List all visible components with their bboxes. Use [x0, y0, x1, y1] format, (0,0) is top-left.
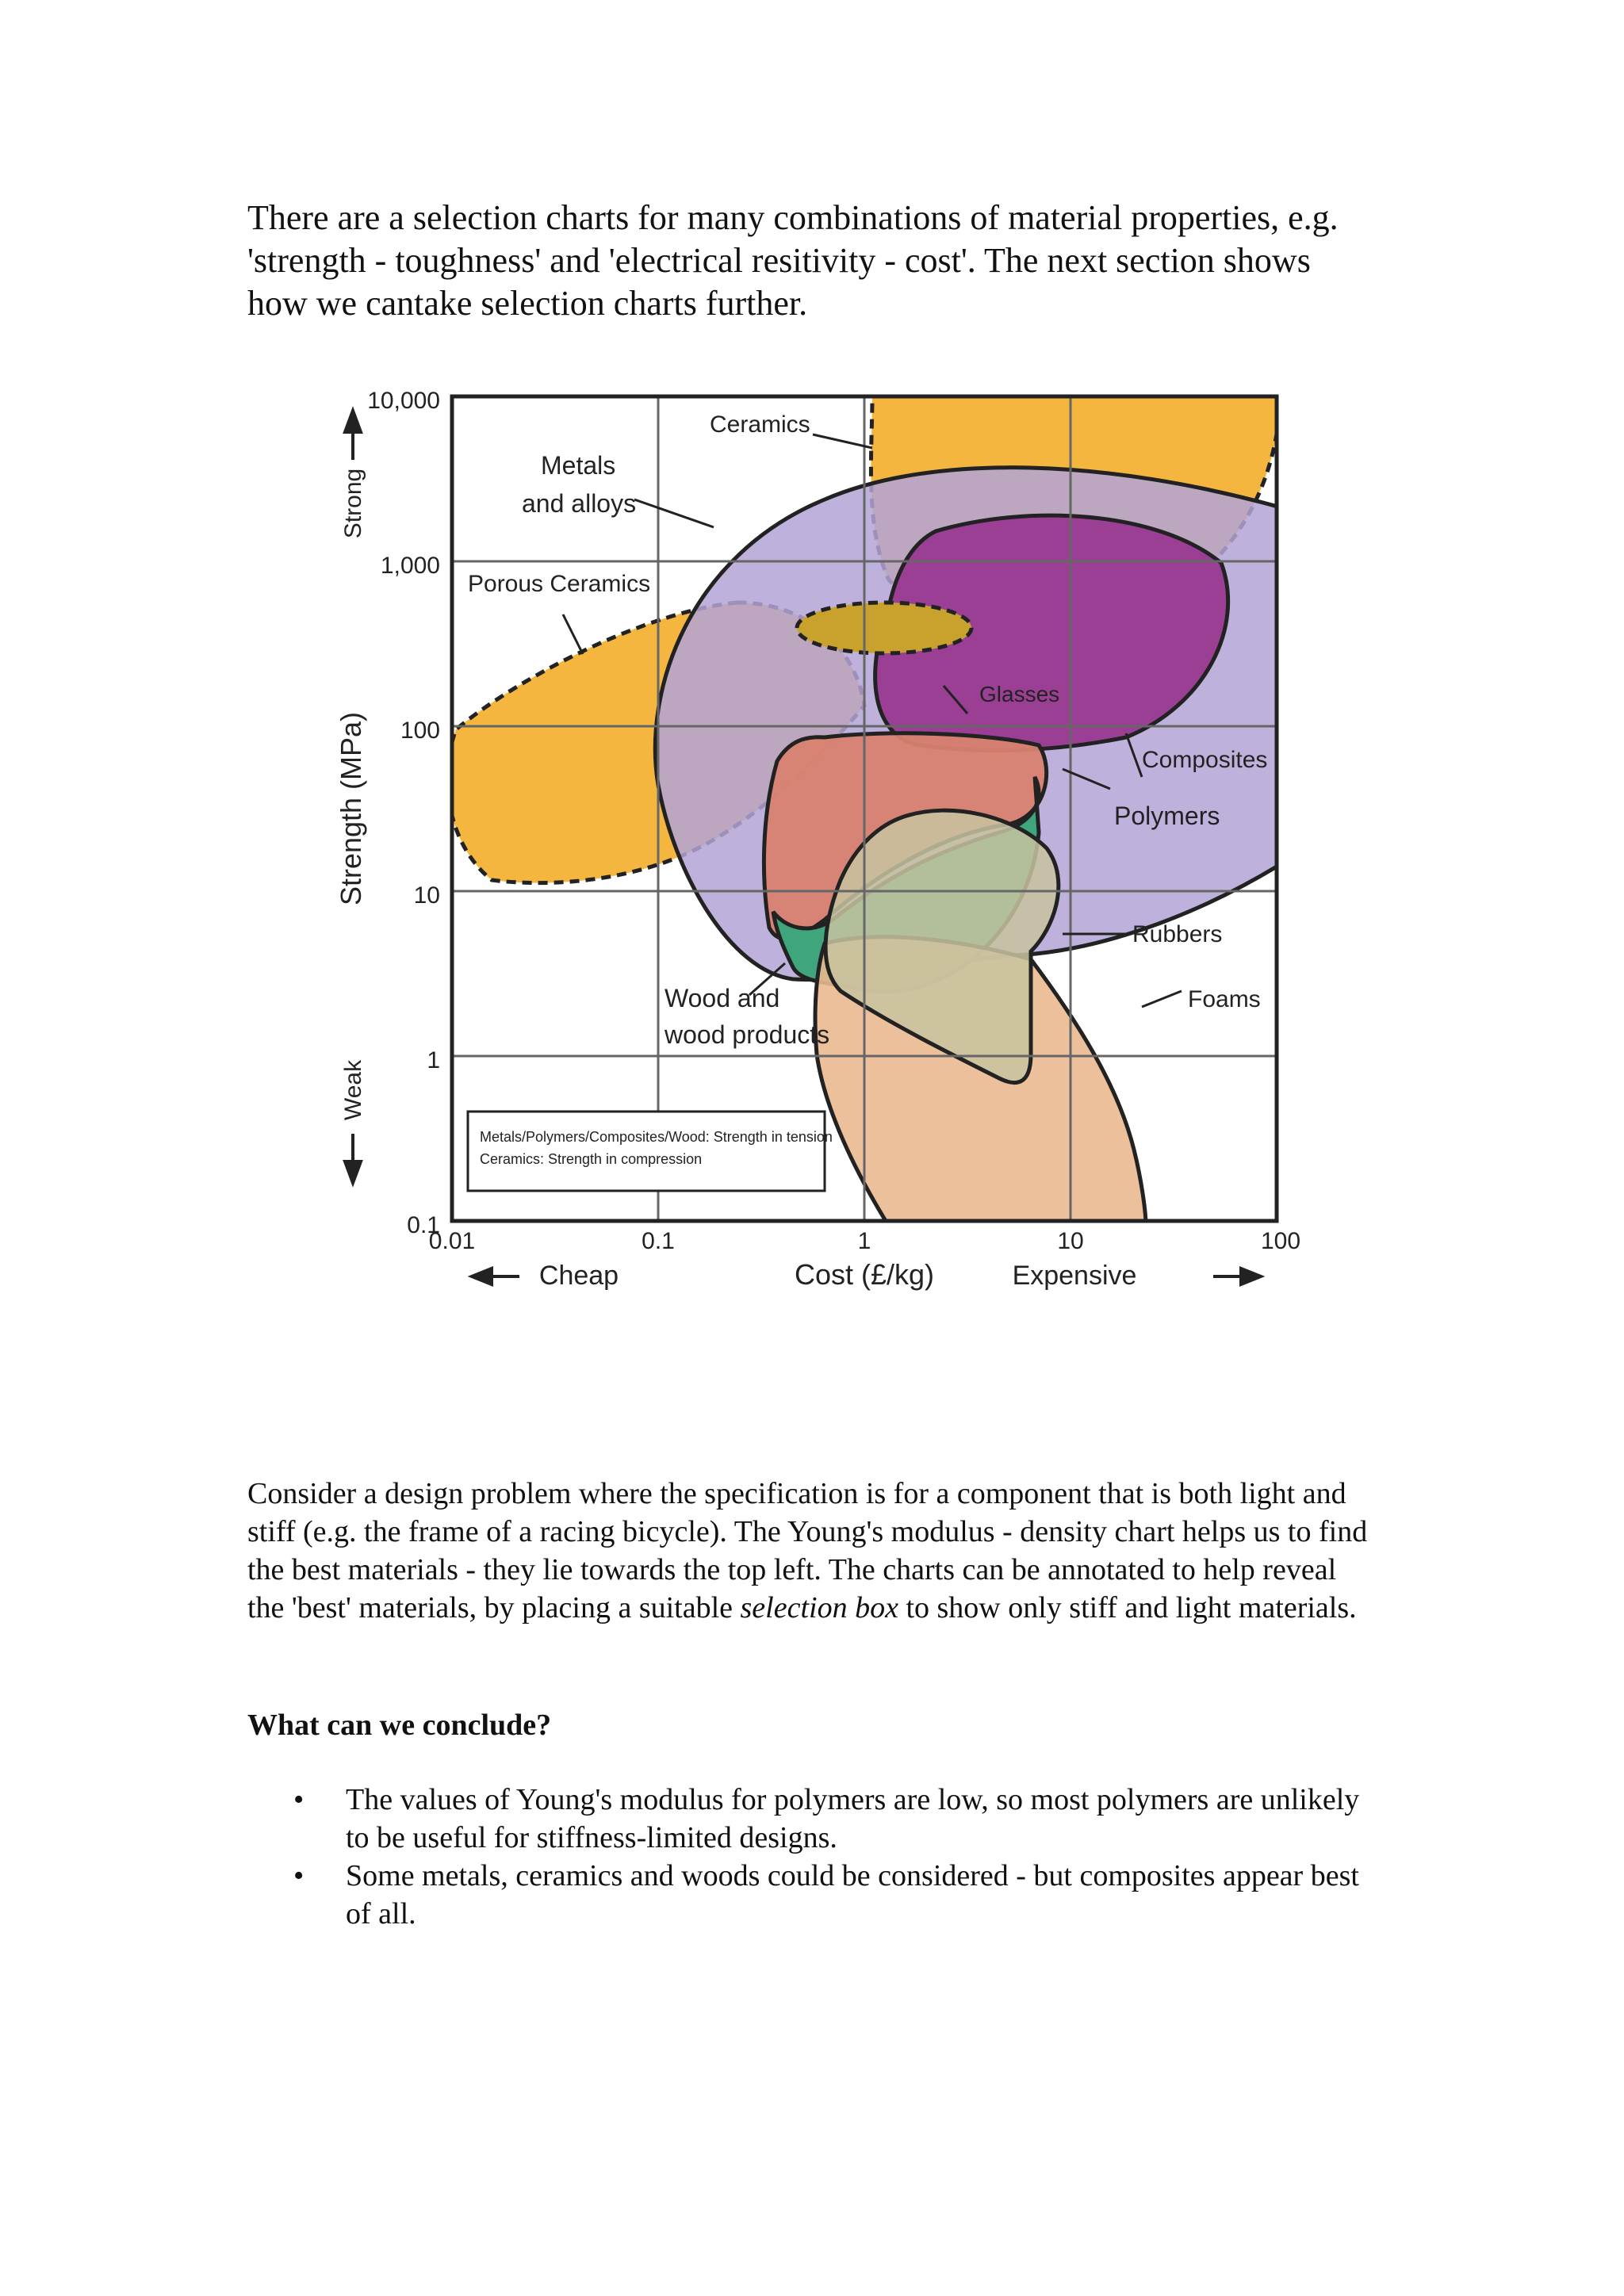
conclusion-list [247, 1781, 1373, 1933]
note-line1: Metals/Polymers/Composites/Wood: Strength in tension [480, 1129, 833, 1145]
x-tick: 1 [857, 1228, 871, 1254]
label-composites: Composites [1142, 747, 1268, 773]
conclusion-heading: What can we conclude? [247, 1709, 552, 1742]
label-wood-line2: wood products [665, 1020, 830, 1049]
list-item [247, 1781, 1373, 1857]
bullet-icon: • [293, 1859, 304, 1892]
y-tick: 0.1 [407, 1212, 440, 1238]
intro-paragraph: There are a selection charts for many combinations of material properties, e.g. 'strength - toughness' and 'electrical resitivity - cost'. The next section shows how we cantake selection charts further. [247, 198, 1339, 323]
list-item [247, 1857, 1373, 1933]
design-paragraph [247, 1475, 1373, 1627]
label-metals-line1: Metals [541, 451, 616, 480]
list-item-text: Some metals, ceramics and woods could be considered - but composites appear best of all. [346, 1859, 1359, 1931]
y-axis-label: Strength (MPa) [335, 711, 367, 906]
bullet-icon: • [293, 1783, 304, 1816]
x-axis-high-label: Expensive [1012, 1261, 1137, 1291]
list-item-text: The values of Young's modulus for polymers are low, so most polymers are unlikely to be useful for stiffness-limited designs. [346, 1783, 1360, 1854]
x-axis-label: Cost (£/kg) [794, 1258, 935, 1291]
design-text-part2: to show only stiff and light materials. [898, 1591, 1357, 1624]
note-line2: Ceramics: Strength in compression [480, 1151, 703, 1167]
label-glasses: Glasses [979, 682, 1060, 706]
y-axis-low-label: Weak [340, 1059, 366, 1121]
x-tick: 0.1 [642, 1228, 675, 1254]
label-metals-line2: and alloys [522, 489, 637, 518]
label-porous-ceramics: Porous Ceramics [468, 571, 651, 597]
label-wood-line1: Wood and [665, 984, 780, 1012]
y-tick: 1,000 [380, 553, 440, 579]
x-tick-labels [429, 1228, 1300, 1254]
y-tick: 100 [400, 718, 440, 744]
y-tick: 10 [413, 882, 440, 909]
y-tick: 10,000 [367, 388, 440, 414]
y-tick-labels [367, 388, 440, 1238]
strength-cost-chart [317, 373, 1316, 1308]
label-rubbers: Rubbers [1132, 921, 1223, 947]
x-tick: 100 [1260, 1228, 1301, 1254]
note-box [468, 1112, 833, 1191]
x-axis-low-label: Cheap [538, 1261, 619, 1291]
label-foams: Foams [1188, 986, 1261, 1012]
label-polymers: Polymers [1114, 802, 1220, 830]
x-tick: 10 [1057, 1228, 1084, 1254]
x-tick: 0.01 [428, 1228, 476, 1254]
selection-box-term: selection box [740, 1591, 898, 1624]
label-ceramics: Ceramics [710, 411, 810, 438]
region-glasses [797, 603, 971, 653]
y-tick: 1 [427, 1047, 440, 1073]
design-text-part1: Consider a design problem where the specification is for a component that is both light and stiff (e.g. the frame of a racing bicycle). The Young's modulus - density chart helps us to find the best materials - they lie towards the top left. The charts can be annotated to help reveal the 'best' materials, by placing a suitable [247, 1477, 1368, 1624]
y-axis-high-label: Strong [340, 468, 366, 539]
